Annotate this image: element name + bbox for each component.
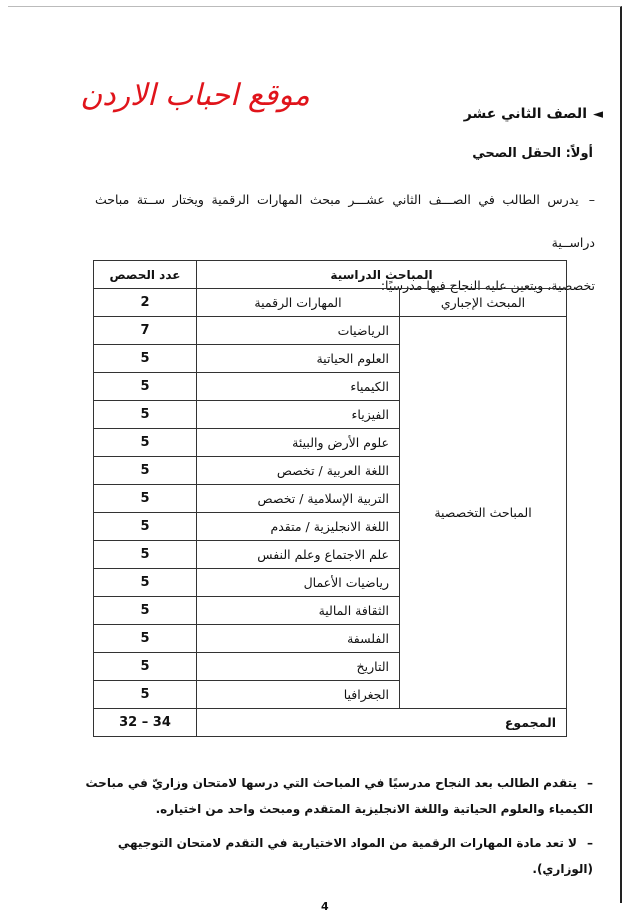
page-number: 4 [321,900,329,913]
subject-cell: التربية الإسلامية / تخصص [197,485,400,513]
site-watermark: موقع احباب الاردن [80,78,310,113]
subject-cell: الفيزياء [197,401,400,429]
subject-cell: التاريخ [197,653,400,681]
count-cell: 5 [94,541,197,569]
heading-text: الصف الثاني عشر [463,106,587,122]
subject-cell: اللغة الانجليزية / متقدم [197,513,400,541]
subject-cell: الكيمياء [197,373,400,401]
note-2: –لا تعد مادة المهارات الرقمية من المواد الاختيارية في التقدم لامتحان التوجيهي (الوزاري). [117,836,593,876]
section-heading [464,106,603,122]
subjects-header: المباحث الدراسية [197,261,567,289]
mandatory-subject-cell: المهارات الرقمية [197,289,400,317]
triangle-bullet-icon: ◄ [593,106,603,122]
subject-cell: علوم الأرض والبيئة [197,429,400,457]
count-cell: 7 [94,317,197,345]
study-plan-table [93,260,567,737]
note-1: –يتقدم الطالب بعد النجاح مدرسيًا في المباحث التي درسها لامتحان وزاريّ في مباحث الكيمياء والعلوم الحياتية واللغة الانجليزية المتقدم ومبحث واحد من اختياره. [85,776,593,816]
total-value: 34 – 32 [94,709,197,737]
specialized-group-cell: المباحث التخصصية [400,317,567,709]
count-cell: 5 [94,485,197,513]
count-cell: 5 [94,429,197,457]
intro-line-1: –يدرس الطالب في الصـــف الثاني عشـــر مبحث المهارات الرقمية ويختار ســتة مباحث دراســية [95,192,595,250]
subject-cell: رياضيات الأعمال [197,569,400,597]
total-row [94,709,567,737]
subject-cell: الرياضيات [197,317,400,345]
total-label: المجموع [197,709,567,737]
subject-cell: العلوم الحياتية [197,345,400,373]
table-row [94,289,567,317]
count-cell: 5 [94,513,197,541]
subject-cell: الجغرافيا [197,681,400,709]
count-cell: 5 [94,373,197,401]
subject-cell: اللغة العربية / تخصص [197,457,400,485]
table-row [94,317,567,345]
subject-cell: الفلسفة [197,625,400,653]
subject-cell: علم الاجتماع وعلم النفس [197,541,400,569]
count-cell: 5 [94,345,197,373]
count-cell: 5 [94,681,197,709]
count-header: عدد الحصص [94,261,197,289]
mandatory-count-cell: 2 [94,289,197,317]
subheading: أولاً: الحقل الصحي [472,146,593,161]
count-cell: 5 [94,625,197,653]
mandatory-group-cell: المبحث الإجباري [400,289,567,317]
count-cell: 5 [94,401,197,429]
subject-cell: الثقافة المالية [197,597,400,625]
count-cell: 5 [94,653,197,681]
count-cell: 5 [94,597,197,625]
table-header-row [94,261,567,289]
intro-line-2: تخصصية، ويتعين عليه النجاح فيها مدرسيًا: [380,278,595,293]
count-cell: 5 [94,457,197,485]
count-cell: 5 [94,569,197,597]
